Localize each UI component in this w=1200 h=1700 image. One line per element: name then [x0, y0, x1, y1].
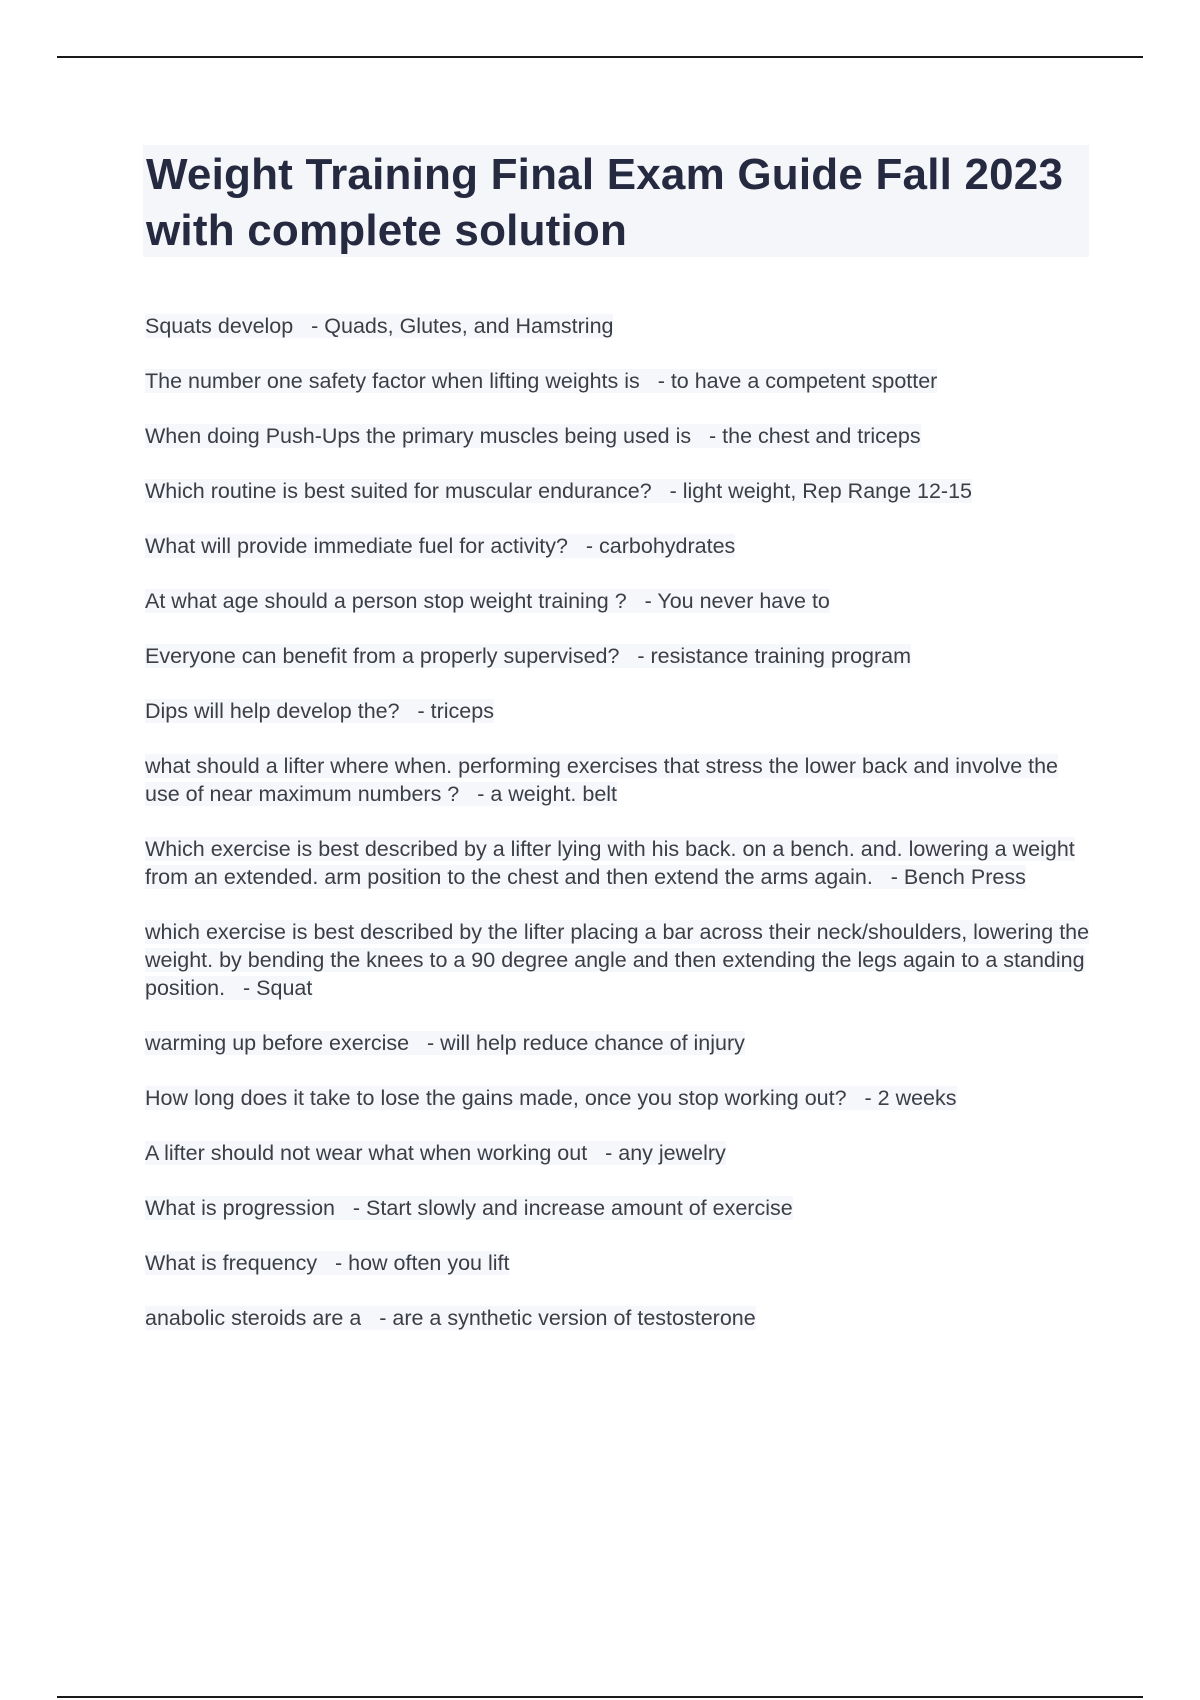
answer-text: - how often you lift — [335, 1251, 510, 1275]
qa-item — [145, 312, 1090, 340]
question-text: Which exercise is best described by a lifter lying with his back. on a bench. and. lowering a weight from an extended. arm position to the chest and then extend the arms again. — [145, 837, 1075, 889]
qa-list — [145, 312, 1090, 1359]
qa-item — [145, 642, 1090, 670]
question-text: what should a lifter where when. performing exercises that stress the lower back and involve the use of near maximum numbers ? — [145, 754, 1059, 806]
answer-text: - to have a competent spotter — [657, 369, 938, 393]
qa-item — [145, 1084, 1090, 1112]
answer-text: - Quads, Glutes, and Hamstring — [311, 314, 614, 338]
answer-text: - are a synthetic version of testosterone — [379, 1306, 756, 1330]
answer-text: - Start slowly and increase amount of exercise — [352, 1196, 793, 1220]
qa-item — [145, 532, 1090, 560]
question-text: Everyone can benefit from a properly supervised? — [145, 644, 620, 668]
answer-text: - carbohydrates — [585, 534, 736, 558]
question-text: warming up before exercise — [145, 1031, 410, 1055]
question-text: which exercise is best described by the lifter placing a bar across their neck/shoulders, lowering the weight. by bending the knees to a 90 degree angle and then extending the legs again to a standing position. — [145, 920, 1090, 1000]
question-text: At what age should a person stop weight training ? — [145, 589, 627, 613]
answer-text: - will help reduce chance of injury — [427, 1031, 745, 1055]
qa-item — [145, 1029, 1090, 1057]
bottom-rule — [57, 1696, 1143, 1698]
qa-item — [145, 1249, 1090, 1277]
question-text: The number one safety factor when lifting weights is — [145, 369, 640, 393]
question-text: Dips will help develop the? — [145, 699, 400, 723]
answer-text: - the chest and triceps — [709, 424, 921, 448]
qa-item — [145, 1139, 1090, 1167]
qa-item — [145, 422, 1090, 450]
qa-item — [145, 1194, 1090, 1222]
qa-item — [145, 1304, 1090, 1332]
qa-item — [145, 697, 1090, 725]
qa-item — [145, 918, 1090, 1002]
title-block — [143, 145, 1089, 257]
qa-item — [145, 752, 1090, 808]
qa-item — [145, 587, 1090, 615]
page-title: Weight Training Final Exam Guide Fall 2023 with complete solution — [146, 150, 1064, 255]
answer-text: - resistance training program — [637, 644, 912, 668]
answer-text: - You never have to — [644, 589, 830, 613]
question-text: When doing Push-Ups the primary muscles being used is — [145, 424, 692, 448]
question-text: How long does it take to lose the gains made, once you stop working out? — [145, 1086, 847, 1110]
question-text: What is frequency — [145, 1251, 318, 1275]
question-text: A lifter should not wear what when working out — [145, 1141, 588, 1165]
qa-item — [145, 367, 1090, 395]
answer-text: - light weight, Rep Range 12-15 — [669, 479, 973, 503]
answer-text: - a weight. belt — [477, 782, 618, 806]
qa-item — [145, 477, 1090, 505]
answer-text: - triceps — [417, 699, 494, 723]
qa-item — [145, 835, 1090, 891]
answer-text: - Squat — [243, 976, 313, 1000]
top-rule — [57, 56, 1143, 58]
answer-text: - 2 weeks — [864, 1086, 957, 1110]
answer-text: - any jewelry — [605, 1141, 726, 1165]
question-text: What is progression — [145, 1196, 335, 1220]
question-text: What will provide immediate fuel for activity? — [145, 534, 568, 558]
question-text: anabolic steroids are a — [145, 1306, 362, 1330]
question-text: Squats develop — [145, 314, 294, 338]
answer-text: - Bench Press — [890, 865, 1026, 889]
question-text: Which routine is best suited for muscular endurance? — [145, 479, 652, 503]
